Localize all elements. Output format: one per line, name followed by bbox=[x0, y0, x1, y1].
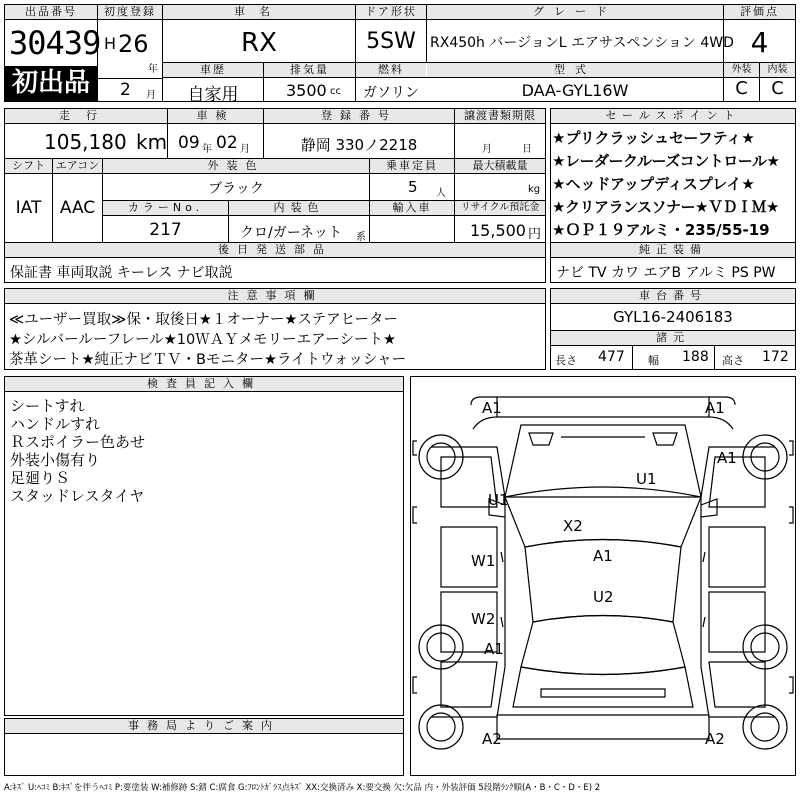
int-color-value: クロ/ガーネット bbox=[240, 225, 343, 241]
notes-line: 茶革シート★純正ナビＴＶ・Bモニター★ライトウォッシャー bbox=[9, 352, 407, 368]
transfer-day-unit: 日 bbox=[522, 144, 532, 155]
history-value: 自家用 bbox=[187, 85, 239, 105]
displacement-value: 3500 bbox=[286, 81, 327, 100]
history-label: 車歴 bbox=[163, 63, 263, 77]
registration-year: 26 bbox=[118, 30, 149, 58]
capacity-value: 5 bbox=[408, 178, 418, 196]
damage-mark: U1 bbox=[488, 491, 509, 509]
aircon-value: AAC bbox=[59, 198, 96, 218]
damage-mark: A1 bbox=[482, 399, 502, 417]
recycle-value: 15,500 bbox=[470, 221, 526, 240]
color-no-value: 217 bbox=[149, 220, 182, 240]
inspector-line: スタッドレスタイヤ bbox=[10, 487, 145, 505]
rating-value: 4 bbox=[750, 26, 769, 59]
door-type-label: ドア形状 bbox=[356, 5, 426, 19]
chassis-value: GYL16-2406183 bbox=[613, 308, 733, 326]
damage-mark: U1 bbox=[636, 470, 657, 488]
damage-mark: A1 bbox=[593, 547, 613, 565]
dimensions-label: 諸元 bbox=[551, 331, 795, 345]
inspection-month: 02 bbox=[216, 133, 238, 153]
notes-line: ≪ユーザー買取≫保・取後日★１オーナー★ステアヒーター bbox=[9, 312, 398, 328]
registration-era: H bbox=[104, 34, 117, 53]
transfer-deadline-label: 譲渡書類期限 bbox=[455, 109, 545, 123]
ext-color-label: 外装色 bbox=[103, 159, 369, 173]
damage-mark: W2 bbox=[471, 610, 496, 628]
aircon-label: エアコン bbox=[53, 159, 102, 173]
plate-label: 登録番号 bbox=[264, 109, 454, 123]
length-label: 長さ bbox=[555, 354, 577, 367]
model-code-label: 型式 bbox=[427, 63, 723, 77]
color-no-label: カラーNo. bbox=[103, 201, 228, 215]
inspector-line: Ｒスポイラー色あせ bbox=[10, 433, 146, 451]
sales-point-item: ★ヘッドアップディスプレイ★ bbox=[552, 175, 755, 193]
lot-label: 出品番号 bbox=[5, 5, 97, 19]
interior-rating-label: 内装 bbox=[760, 63, 795, 77]
office-notice-label: 事務局よりご案内 bbox=[5, 719, 403, 733]
shift-label: シフト bbox=[5, 159, 52, 173]
rating-label: 評価点 bbox=[724, 5, 795, 19]
sales-point-item: ★プリクラッシュセーフティ★ bbox=[552, 129, 755, 147]
transfer-month-unit: 月 bbox=[482, 144, 492, 155]
displacement-label: 排気量 bbox=[264, 63, 355, 77]
mileage-unit: km bbox=[136, 130, 168, 154]
grade-value: RX450h バージョンL エアサスペンション 4WD bbox=[430, 35, 734, 51]
max-load-label: 最大積載量 bbox=[455, 159, 545, 173]
inspection-year: 09 bbox=[178, 133, 200, 153]
damage-mark: A1 bbox=[705, 399, 725, 417]
sales-point-item: ★レーダークルーズコントロール★ bbox=[552, 152, 780, 170]
fuel-value: ガソリン bbox=[363, 85, 419, 101]
first-listing-badge bbox=[5, 66, 97, 101]
inspector-line: 足廻りＳ bbox=[10, 469, 71, 487]
later-parts-value: 保証書 車両取説 キーレス ナビ取説 bbox=[10, 265, 233, 281]
first-listing-label: 初出品 bbox=[11, 68, 90, 98]
door-type-value: 5SW bbox=[366, 29, 416, 54]
equipment-label: 純正装備 bbox=[551, 243, 795, 257]
car-damage-diagram bbox=[411, 377, 795, 775]
height-value: 172 bbox=[762, 349, 789, 365]
damage-mark: X2 bbox=[563, 517, 583, 535]
damage-mark: A2 bbox=[482, 730, 502, 748]
later-parts-label: 後日発送部品 bbox=[5, 243, 545, 257]
mileage-label: 走行 bbox=[5, 109, 167, 123]
damage-mark: U2 bbox=[593, 588, 614, 606]
mileage-value: 105,180 bbox=[44, 130, 127, 154]
displacement-unit: cc bbox=[330, 86, 341, 97]
plate-value: 静岡 330ノ2218 bbox=[300, 136, 418, 154]
damage-mark: A1 bbox=[484, 640, 504, 658]
max-load-unit: kg bbox=[528, 184, 541, 195]
sales-points-label: セールスポイント bbox=[551, 109, 795, 123]
registration-label: 初度登録 bbox=[98, 5, 162, 19]
shift-value: IAT bbox=[15, 198, 42, 218]
recycle-label: リサイクル預託金 bbox=[455, 201, 545, 215]
inspection-year-unit: 年 bbox=[202, 144, 212, 155]
exterior-rating-value: C bbox=[735, 78, 748, 99]
model-code-value: DAA-GYL16W bbox=[521, 81, 629, 100]
fuel-label: 燃料 bbox=[356, 63, 426, 77]
lot-number: 30439 bbox=[9, 24, 101, 62]
inspector-line: 外装小傷有り bbox=[10, 451, 101, 469]
capacity-label: 乗車定員 bbox=[370, 159, 454, 173]
damage-mark: W1 bbox=[471, 552, 496, 570]
sales-point-item: ★ＯＰ１９アルミ・235/55-19 bbox=[552, 221, 770, 239]
capacity-unit: 人 bbox=[436, 188, 446, 199]
car-name-value: RX bbox=[241, 28, 277, 58]
width-label: 幅 bbox=[648, 354, 659, 367]
registration-month: 2 bbox=[120, 80, 131, 100]
width-value: 188 bbox=[682, 349, 709, 365]
sales-point-item: ★クリアランスソナー★ＶＤＩＭ★ bbox=[552, 198, 779, 216]
height-label: 高さ bbox=[722, 354, 744, 367]
exterior-rating-label: 外装 bbox=[724, 63, 759, 77]
inspector-line: シートすれ bbox=[10, 397, 85, 415]
equipment-value: ナビ TV カワ エアB アルミ PS PW bbox=[556, 265, 776, 281]
damage-mark: A1 bbox=[717, 449, 737, 467]
interior-rating-value: C bbox=[771, 78, 784, 99]
inspector-label: 検査員記入欄 bbox=[5, 377, 403, 391]
damage-mark: A2 bbox=[705, 730, 725, 748]
ext-color-value: ブラック bbox=[208, 181, 264, 197]
grade-label: グレード bbox=[427, 5, 723, 19]
inspector-line: ハンドルすれ bbox=[10, 415, 101, 433]
notes-line: ★シルバールーフレール★10ＷＡＹメモリーエアーシート★ bbox=[9, 332, 396, 348]
registration-year-unit: 年 bbox=[148, 64, 158, 75]
int-color-suffix: 系 bbox=[356, 232, 366, 243]
inspection-month-unit: 月 bbox=[240, 144, 250, 155]
car-name-label: 車名 bbox=[163, 5, 355, 19]
legend-text: A:ｷｽﾞ U:ﾍｺﾐ B:ｷｽﾞを伴うﾍｺﾐ P:要塗装 W:補修跡 S:錆 C:腐食 G:ﾌﾛﾝﾄｶﾞﾗｽ点ｷｽﾞ XX:交換済み X:要交換 欠:欠品 内・外装評価 5段階ﾗﾝｸ順(A・B・C・D・E) 2 bbox=[4, 783, 601, 793]
registration-month-unit: 月 bbox=[146, 90, 156, 101]
import-label: 輸入車 bbox=[370, 201, 454, 215]
inspection-label: 車検 bbox=[168, 109, 263, 123]
recycle-unit: 円 bbox=[528, 227, 542, 242]
length-value: 477 bbox=[598, 349, 625, 365]
chassis-label: 車台番号 bbox=[551, 289, 795, 303]
int-color-label: 内装色 bbox=[229, 201, 369, 215]
notes-label: 注意事項欄 bbox=[5, 289, 545, 303]
